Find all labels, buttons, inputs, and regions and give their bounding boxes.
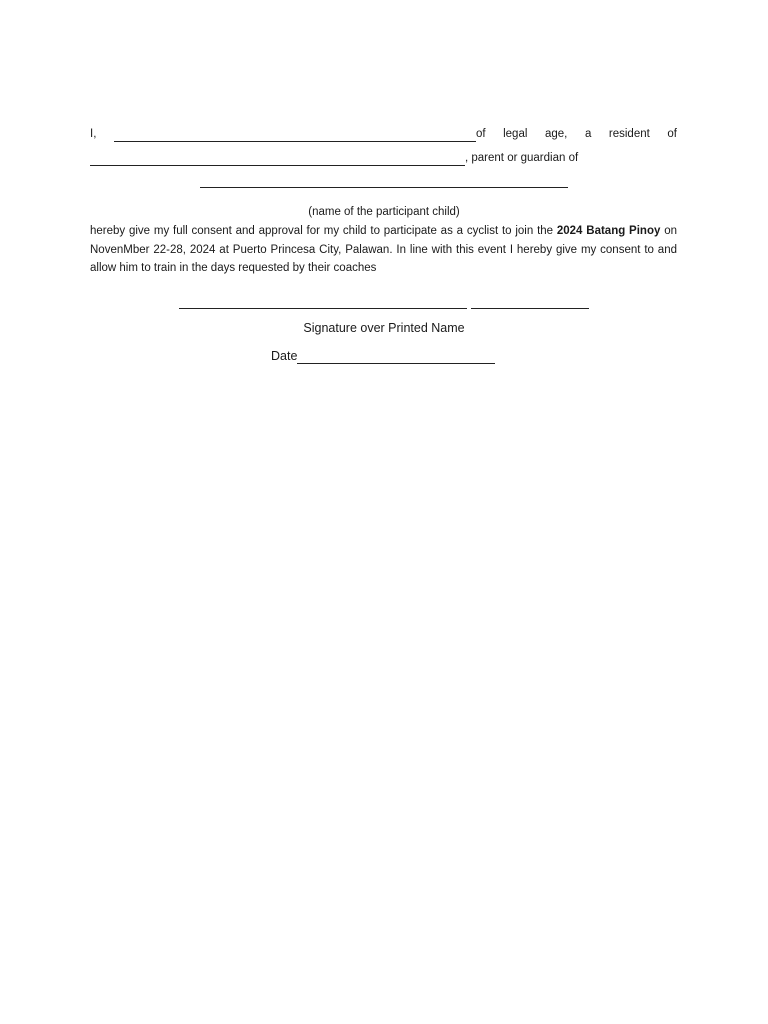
signature-blank-2 xyxy=(471,296,589,309)
event-name: 2024 Batang Pinoy xyxy=(556,225,661,237)
residence-blank xyxy=(90,153,465,166)
age-text: age, xyxy=(544,128,568,140)
a-text: a xyxy=(584,128,592,140)
of-text: of xyxy=(475,128,486,140)
of-text-2: of xyxy=(667,128,677,140)
consent-paragraph xyxy=(90,222,677,278)
date-row xyxy=(271,348,495,364)
date-label: Date xyxy=(271,349,298,363)
parent-guardian-text: , parent or guardian of xyxy=(465,152,579,164)
date-blank xyxy=(297,351,495,364)
legal-text: legal xyxy=(503,128,528,140)
pronoun-text: I, xyxy=(90,128,97,140)
consent-line-1 xyxy=(90,126,677,142)
signature-caption: Signature over Printed Name xyxy=(303,321,465,335)
parent-name-blank xyxy=(114,129,476,142)
paragraph-part-1: hereby give my full consent and approval for my child to participate as a cyclist to join the xyxy=(90,225,557,237)
resident-text: resident xyxy=(608,128,650,140)
paragraph-part-2: on NovenMber 22-28, 2024 at Puerto Princesa City, Palawan. In line with this event I hereby give my consent to and allow him to train in the days requested by their coaches xyxy=(90,225,677,274)
child-name-blank xyxy=(200,175,568,188)
signature-lines xyxy=(0,296,768,309)
signature-blank xyxy=(179,296,467,309)
child-name-row xyxy=(0,175,768,188)
child-name-caption: (name of the participant child) xyxy=(308,206,460,218)
consent-line-2 xyxy=(90,150,578,166)
